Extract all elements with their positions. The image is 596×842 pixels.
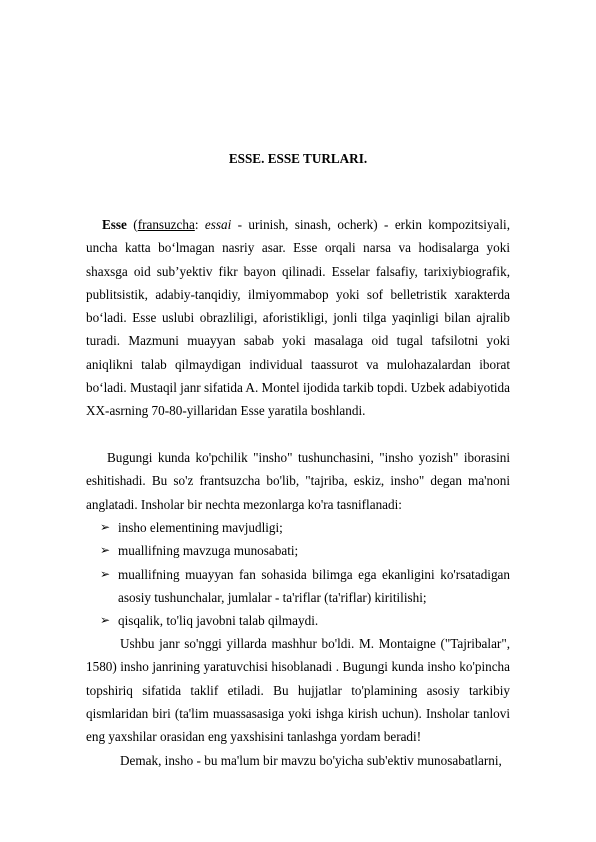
paragraph-montaigne — [86, 632, 510, 748]
list-item: ➢ qisqalik, to'liq javobni talab qilmaydi. — [100, 609, 510, 632]
list-item: ➢ insho elementining mavjudligi; — [100, 516, 510, 539]
foreign-word: essai — [204, 217, 232, 232]
paragraph-insho — [86, 446, 510, 516]
definition-text: - urinish, sinash, ocherk) - erkin kompozitsiyali, uncha katta boʻlmagan nasriy asar. Esse orqali narsa va hodisalarga yoki shaxsga oid subʼyektiv fikr bayon qilinadi. Esselar falsafiy, tarixiybiografik, publitsistik, adabiy-tanqidiy, ilmiyommabop yoki sof belletristik xarakterda boʻladi. Esse uslubi obrazliligi, aforistikligi, jonli tilga yaqinligi bilan ajralib turadi. Mazmuni muayyan sabab yoki masalaga oid tugal tafsilotni yoki aniqlikni talab qilmaydigan individual taassurot va mulohazalardan iborat boʻladi. Mustaqil janr sifatida A. Montel ijodida tarkib topdi. Uzbek adabiyotida XX-asrning 70-80-yillaridan Esse yaratila boshlandi. — [86, 217, 510, 419]
list-item: ➢ muallifning mavzuga munosabati; — [100, 539, 510, 562]
arrow-bullet-icon: ➢ — [100, 566, 111, 581]
arrow-bullet-icon: ➢ — [100, 613, 111, 628]
colon: : — [194, 217, 199, 232]
language-link[interactable]: fransuzcha — [137, 217, 195, 232]
demak-text: Demak, insho - bu ma'lum bir mavzu bo'yicha sub'ektiv munosabatlarni, — [120, 753, 502, 768]
page-title: ESSE. ESSE TURLARI. — [228, 151, 368, 166]
list-item: ➢ muallifning muayyan fan sohasida bilimga ega ekanligini ko'rsatadigan asosiy tushunchalar, jumlalar - ta'riflar (ta'riflar) kiritilishi; — [100, 563, 510, 610]
paragraph-definition: Esse (fransuzcha: essai - urinish, sinash, ocherk) - erkin kompozitsiyali, uncha katta boʻlmagan nasriy asar. Esse orqali narsa va hodisalarga yoki shaxsga oid subʼyektiv fikr bayon qilinadi. Esselar falsafiy, tarixiybiografik, publitsistik, adabiy-tanqidiy, ilmiyommabop yoki sof belletristik xarakterda boʻladi. Esse uslubi obrazliligi, aforistikligi, jonli tilga yaqinligi bilan ajralib turadi. Mazmuni muayyan sabab yoki masalaga oid tugal tafsilotni yoki aniqlikni talab qilmaydigan individual taassurot va mulohazalardan iborat boʻladi. Mustaqil janr sifatida A. Montel ijodida tarkib topdi. Uzbek adabiyotida XX-asrning 70-80-yillaridan Esse yaratila boshlandi. — [86, 217, 510, 419]
insho-text: Bugungi kunda ko'pchilik "insho" tushunchasini, "insho yozish" iborasini eshitishadi. Bu so'z frantsuzcha bo'lib, "tajriba, eskiz, insho" degan ma'noni anglatadi. Insholar bir nechta mezonlarga ko'ra tasniflanadi: — [86, 450, 510, 512]
criteria-list — [100, 516, 510, 632]
paragraph-demak — [86, 749, 510, 772]
montaigne-text: Ushbu janr so'nggi yillarda mashhur bo'ldi. M. Montaigne ("Tajribalar", 1580) insho janrining yaratuvchisi hisoblanadi . Bugungi kunda insho ko'pincha topshiriq sifatida taklif etiladi. Bu hujjatlar to'plamining asosiy tarkibiy qismlaridan biri (ta'lim muassasasiga yoki ishga kirish uchun). Insholar tanlovi eng yaxshilar orasidan eng yaxshisini tanlashga yordam beradi! — [86, 636, 510, 745]
arrow-bullet-icon: ➢ — [100, 543, 111, 558]
arrow-bullet-icon: ➢ — [100, 520, 111, 534]
term-esse: Esse — [102, 217, 127, 232]
